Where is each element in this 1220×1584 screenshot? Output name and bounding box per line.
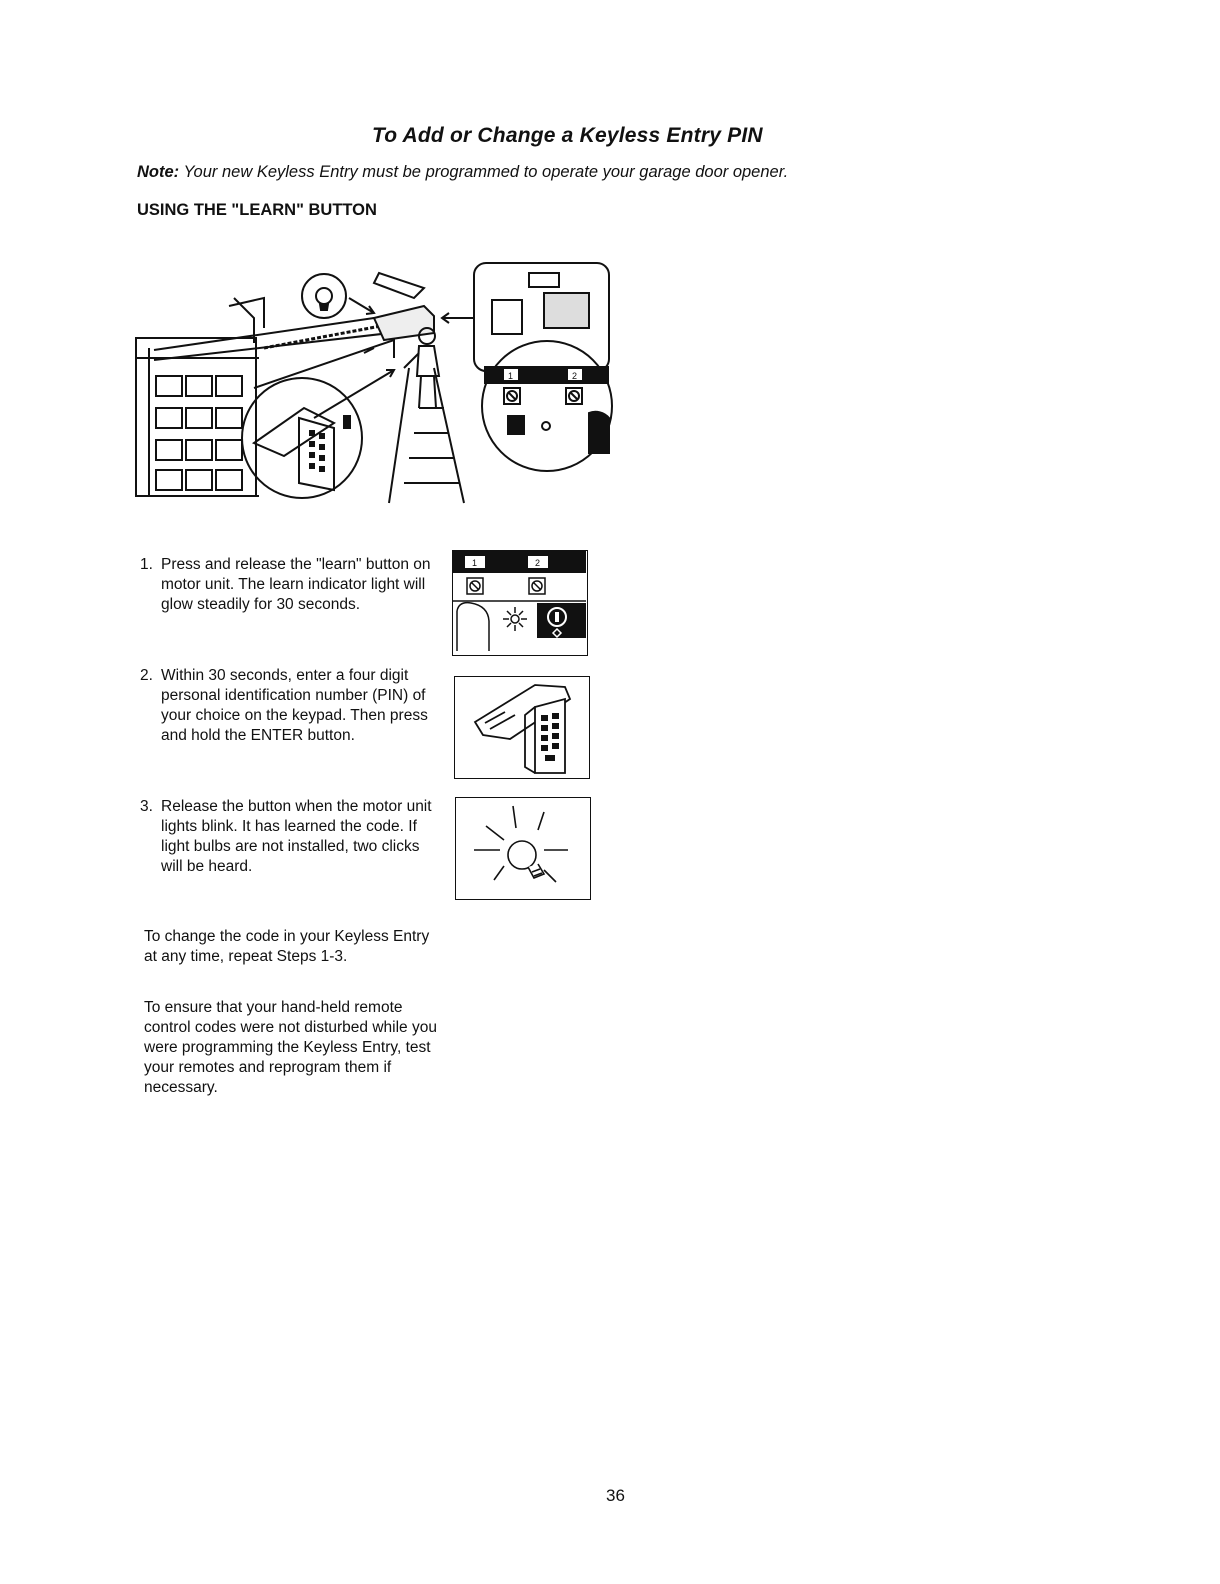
garage-opener-illustration (134, 258, 614, 508)
garage-door-panels (156, 376, 242, 490)
step-number: 1. (140, 556, 153, 573)
test-remotes-paragraph: To ensure that your hand-held remote control codes were not disturbed while you were programming the Keyless Entry, test your remotes and reprogram them if necessary. (144, 999, 437, 1096)
light-bulb-figure (455, 797, 591, 900)
panel-label-1: 1 (472, 558, 478, 568)
step-text: Press and release the "learn" button on motor unit. The learn indicator light will glow steadily for 30 seconds. (161, 556, 431, 613)
step-text: Release the button when the motor unit lights blink. It has learned the code. If light bulbs are not installed, two clicks will be heard. (161, 798, 432, 875)
change-code-paragraph: To change the code in your Keyless Entry at any time, repeat Steps 1-3. (144, 928, 430, 965)
section-heading: USING THE "LEARN" BUTTON (137, 201, 377, 219)
step-1 (140, 555, 440, 615)
step-2 (140, 666, 440, 746)
step-3 (140, 797, 440, 877)
note-text: Your new Keyless Entry must be programmed to operate your garage door opener. (179, 163, 789, 181)
step-text: Within 30 seconds, enter a four digit personal identification number (PIN) of your choice on the keypad. Then press and hold the ENTER button. (161, 667, 428, 744)
note-label: Note: (137, 163, 180, 181)
step-number: 3. (140, 798, 153, 815)
panel-label-2: 2 (535, 558, 541, 568)
page-title: To Add or Change a Keyless Entry PIN (372, 124, 763, 147)
panel-label-1: 1 (508, 371, 514, 381)
panel-label-2: 2 (572, 371, 578, 381)
keypad-figure (454, 676, 590, 779)
page-number: 36 (606, 1486, 625, 1505)
step-number: 2. (140, 667, 153, 684)
learn-button-figure (452, 550, 588, 656)
note (137, 163, 788, 182)
